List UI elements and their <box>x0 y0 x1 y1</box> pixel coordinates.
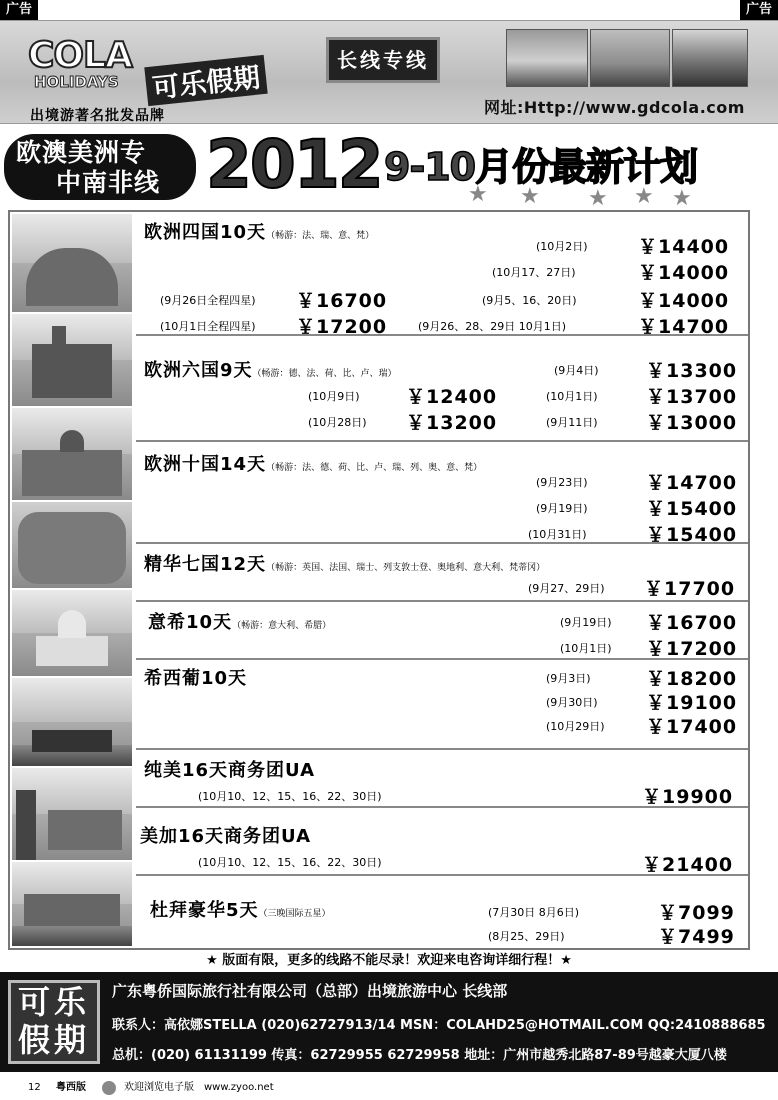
logo-main: COLA <box>28 35 132 76</box>
tour-price: ￥14700 <box>638 316 730 338</box>
tour-date: (10月9日) <box>308 390 360 403</box>
tour-price: ￥17200 <box>296 316 388 338</box>
tour-price: ￥14000 <box>638 262 730 284</box>
footer <box>0 972 778 1072</box>
tour-title <box>144 450 482 476</box>
edition-label: 粤西版 <box>56 1082 86 1093</box>
banner <box>0 126 778 211</box>
tour-price: ￥21400 <box>642 854 734 876</box>
castle-photo <box>12 314 132 406</box>
tour-date: (10月10、12、15、16、22、30日) <box>198 790 382 803</box>
site-link[interactable]: www.zyoo.net <box>204 1082 274 1093</box>
route-label: 长线专线 <box>326 37 440 83</box>
tour-note: （畅游：法、德、荷、比、卢、瑞、列、奥、意、梵） <box>266 463 483 473</box>
chateau-photo <box>12 862 132 946</box>
gondola-photo <box>12 678 132 766</box>
tour-date: (9月5、16、20日) <box>482 294 577 307</box>
tour-title-text: 意希10天 <box>148 612 233 633</box>
plan-heading: 9-10月份最新计划 <box>384 145 698 189</box>
tour-greece-spain-portugal <box>136 662 748 750</box>
page-number: 12 <box>28 1082 41 1093</box>
tour-price: ￥15400 <box>646 498 738 520</box>
tour-price: ￥17200 <box>646 638 738 660</box>
tour-date: (9月11日) <box>546 416 598 429</box>
tour-date: (9月4日) <box>554 364 599 377</box>
tour-title <box>140 822 311 848</box>
tour-date: (10月31日) <box>528 528 587 541</box>
tour-date: (9月26日全程四星) <box>160 294 256 307</box>
star-icon: ★ <box>672 186 692 211</box>
tour-date: (8月25、29日) <box>488 930 565 943</box>
badge-line2: 中南非线 <box>56 168 161 197</box>
tour-price: ￥19900 <box>642 786 734 808</box>
palace-photo <box>590 29 670 87</box>
slogan: 出境游著名批发品牌 <box>30 108 165 124</box>
tour-rows <box>136 212 748 948</box>
tour-title-text: 欧洲十国14天 <box>144 454 267 475</box>
colosseum-photo <box>12 214 132 312</box>
badge-line1: 欧澳美洲专 <box>16 138 147 167</box>
tour-title-text: 欧洲六国9天 <box>144 360 253 381</box>
footer-logo <box>8 980 100 1064</box>
tour-note: （畅游：法、瑞、意、梵） <box>266 231 375 241</box>
tour-date: (10月1日) <box>560 642 612 655</box>
star-icon: ★ <box>468 182 488 207</box>
tour-dubai-5-days <box>136 878 748 948</box>
tour-price: ￥13300 <box>646 360 738 382</box>
contact-line: 联系人：高依娜STELLA (020)62727913/14 MSN：COLAHD25@HOTMAIL.COM QQ:2410888685 <box>112 1018 766 1033</box>
tour-note: （畅游：意大利、希腊） <box>232 621 332 631</box>
tour-date: (9月23日) <box>536 476 588 489</box>
vatican-photo <box>12 768 132 860</box>
tour-price: ￥14400 <box>638 236 730 258</box>
tour-usa-16-days <box>136 752 748 808</box>
tour-date: (9月3日) <box>546 672 591 685</box>
website-url[interactable]: 网址:Http://www.gdcola.com <box>484 98 745 117</box>
tour-date: (10月28日) <box>308 416 367 429</box>
tour-usa-canada-16-days <box>136 810 748 876</box>
tower-bridge-photo <box>672 29 748 87</box>
page-footer <box>0 1076 778 1100</box>
tour-europe-6-countries <box>136 348 748 442</box>
capitol-building-photo <box>12 590 132 676</box>
star-icon: ★ <box>588 186 608 211</box>
tour-note: （三晚国际五星） <box>258 909 331 919</box>
tour-title-text: 美加16天商务团UA <box>140 826 312 847</box>
tour-date: (9月26、28、29日 10月1日) <box>418 320 567 333</box>
tour-title-text: 纯美16天商务团UA <box>144 760 316 781</box>
logo-cn: 可乐假期 <box>144 55 267 106</box>
tour-date: (10月29日) <box>546 720 605 733</box>
tour-title-text: 希西葡10天 <box>144 668 248 689</box>
tour-price: ￥13700 <box>646 386 738 408</box>
tour-date: (9月19日) <box>560 616 612 629</box>
tour-price: ￥14700 <box>646 472 738 494</box>
tour-date: (10月17、27日) <box>492 266 576 279</box>
header <box>0 20 778 124</box>
tour-date: (10月2日) <box>536 240 588 253</box>
star-icon: ★ <box>634 184 654 209</box>
tour-price: ￥12400 <box>406 386 498 408</box>
tour-europe-4-countries <box>136 212 748 336</box>
tour-price: ￥19100 <box>646 692 738 714</box>
year-heading: 2012 <box>206 126 382 203</box>
tour-date: (9月27、29日) <box>528 582 605 595</box>
tour-table <box>8 210 750 950</box>
cathedral-photo <box>12 408 132 500</box>
tour-europe-10-countries <box>136 444 748 544</box>
rushmore-photo <box>12 502 132 588</box>
star-icon: ★ <box>520 184 540 209</box>
tour-date: (10月1日全程四星) <box>160 320 256 333</box>
tour-italy-greece <box>136 604 748 660</box>
tour-price: ￥7099 <box>658 902 735 924</box>
tour-date: (7月30日 8月6日) <box>488 906 580 919</box>
logo-sub: HOLIDAYS <box>34 73 119 91</box>
tour-note: （畅游：德、法、荷、比、卢、瑞） <box>252 369 397 379</box>
tour-price: ￥14000 <box>638 290 730 312</box>
route-badge <box>4 134 196 200</box>
tour-title <box>144 218 374 244</box>
tour-note: （畅游：英国、法国、瑞士、列支敦士登、奥地利、意大利、梵蒂冈） <box>266 563 546 573</box>
tour-title-text: 杜拜豪华5天 <box>150 900 259 921</box>
tour-title <box>148 608 331 634</box>
welcome-text: 欢迎浏览电子版 <box>124 1082 194 1093</box>
tour-price: ￥13200 <box>406 412 498 434</box>
tour-title <box>144 664 247 690</box>
tour-price: ￥13000 <box>646 412 738 434</box>
tour-price: ￥16700 <box>646 612 738 634</box>
company-name: 广东粤侨国际旅行社有限公司（总部）出境旅游中心 长线部 <box>112 982 508 1000</box>
tour-date: (9月30日) <box>546 696 598 709</box>
tour-date: (10月1日) <box>546 390 598 403</box>
tour-price: ￥17400 <box>646 716 738 738</box>
capitol-photo <box>506 29 588 87</box>
footnote: ★ 版面有限，更多的线路不能尽录！欢迎来电咨询详细行程！★ <box>206 953 572 968</box>
tour-price: ￥16700 <box>296 290 388 312</box>
tour-price: ￥15400 <box>646 524 738 546</box>
tour-title <box>144 756 315 782</box>
tour-title-text: 欧洲四国10天 <box>144 222 267 243</box>
tour-price: ￥18200 <box>646 668 738 690</box>
ad-tag-left: 广告 <box>0 0 38 20</box>
cola-logo <box>28 35 268 105</box>
ad-tag-right: 广告 <box>740 0 778 20</box>
tour-title <box>144 550 545 576</box>
tour-price: ￥7499 <box>658 926 735 948</box>
tour-title-text: 精华七国12天 <box>144 554 267 575</box>
tour-date: (9月19日) <box>536 502 588 515</box>
tour-price: ￥17700 <box>644 578 736 600</box>
footer-logo-line1: 可乐 <box>17 983 90 1021</box>
photo-column <box>10 212 134 948</box>
site-logo-icon <box>102 1081 116 1095</box>
tour-best-7-countries <box>136 546 748 602</box>
tour-date: (10月10、12、15、16、22、30日) <box>198 856 382 869</box>
tour-title <box>150 896 331 922</box>
footer-logo-line2: 假期 <box>17 1021 90 1059</box>
address-line: 总机：(020) 61131199 传真：62729955 62729958 地址：广州市越秀北路87-89号越豪大厦八楼 <box>112 1048 727 1063</box>
tour-title <box>144 356 397 382</box>
